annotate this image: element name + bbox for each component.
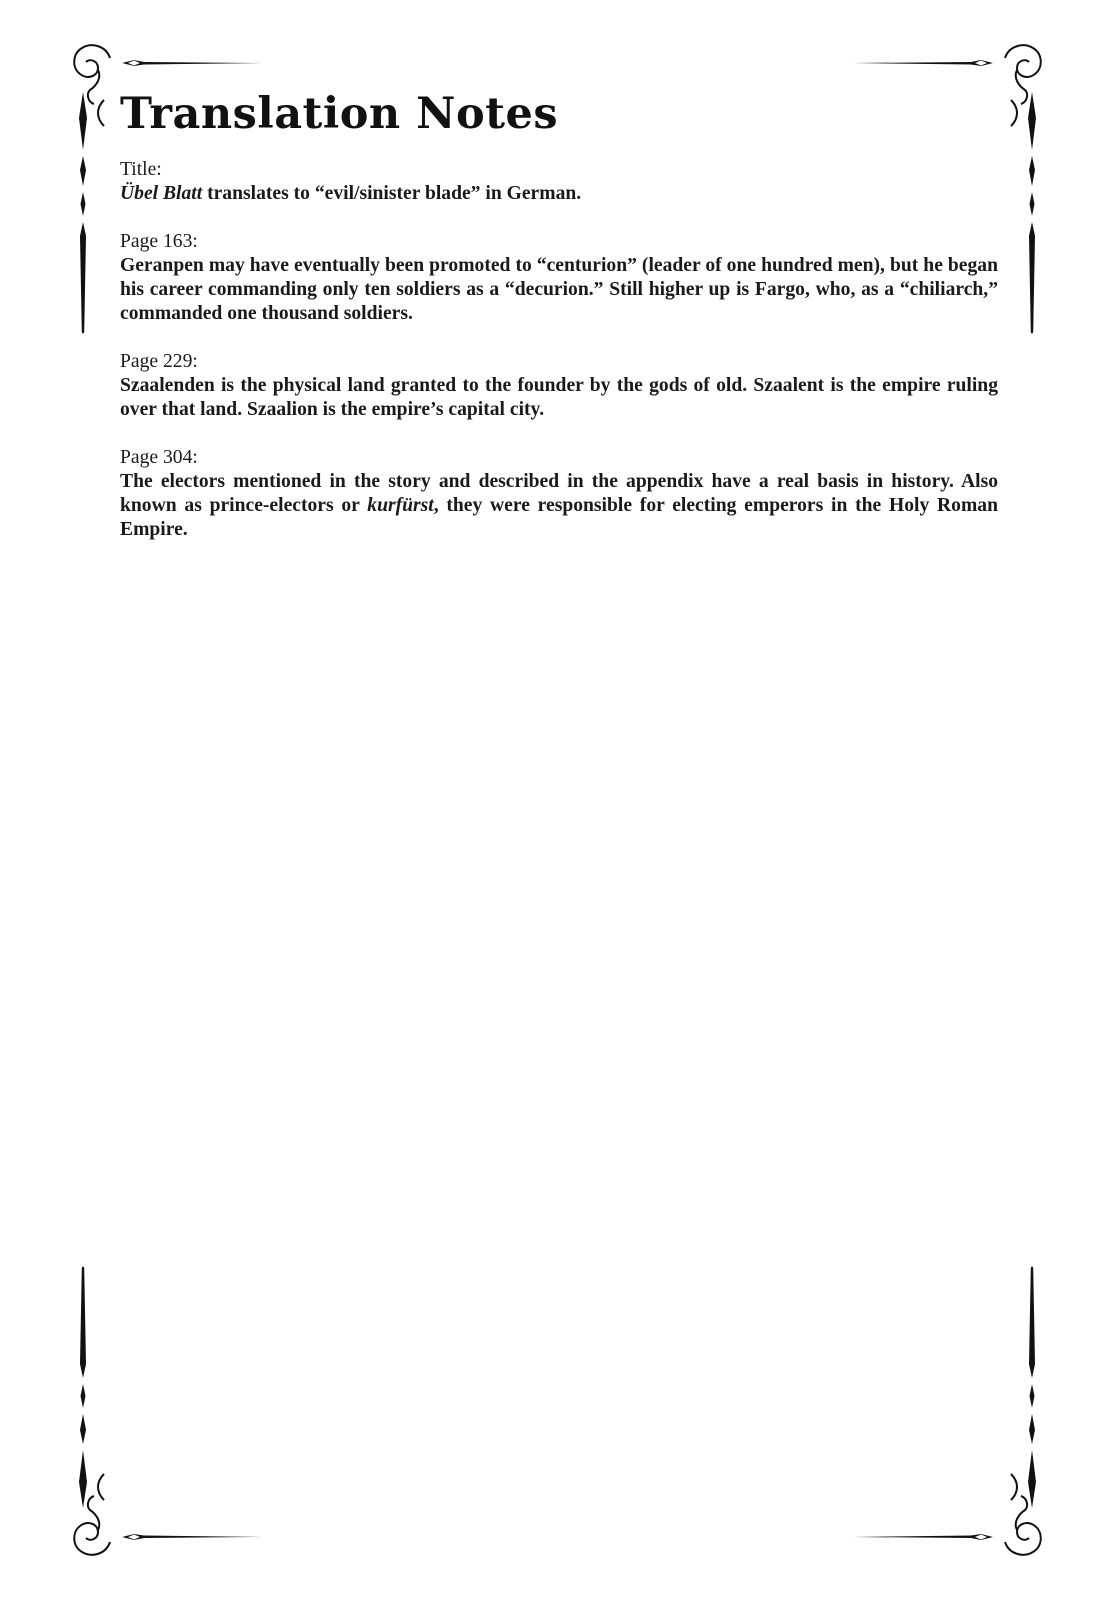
translation-note <box>120 446 998 542</box>
translation-note <box>120 230 998 326</box>
translation-note <box>120 158 998 206</box>
page-title: Translation Notes <box>120 89 559 139</box>
note-body <box>120 182 998 206</box>
note-text: translates to “evil/sinister blade” in German. <box>202 183 582 204</box>
note-text: Geranpen may have eventually been promoted to “centurion” (leader of one hundred men), but he began his career commanding only ten soldiers as a “decurion.” Still higher up is Fargo, who, as a “chiliarch,” commanded one thousand soldiers. <box>120 255 998 324</box>
note-heading: Page 304: <box>120 447 198 468</box>
translation-notes-list <box>120 158 998 566</box>
note-body <box>120 374 998 422</box>
note-heading: Title: <box>120 159 162 180</box>
note-body <box>120 254 998 326</box>
note-text: The electors mentioned in the story and described in the appendix have a real basis in history. Also known as prince-electors or <box>120 471 998 516</box>
note-italic-term: Übel Blatt <box>120 183 203 204</box>
note-text: Szaalenden is the physical land granted to the founder by the gods of old. Szaalent is the empire ruling over that land. Szaalion is the empire’s capital city. <box>120 375 998 420</box>
note-heading: Page 229: <box>120 351 198 372</box>
note-body <box>120 470 998 542</box>
translation-note <box>120 350 998 422</box>
note-italic-term: kurfürst <box>367 495 434 516</box>
note-text: , they were responsible for electing emperors in the Holy Roman Empire. <box>120 495 998 540</box>
note-heading: Page 163: <box>120 231 198 252</box>
